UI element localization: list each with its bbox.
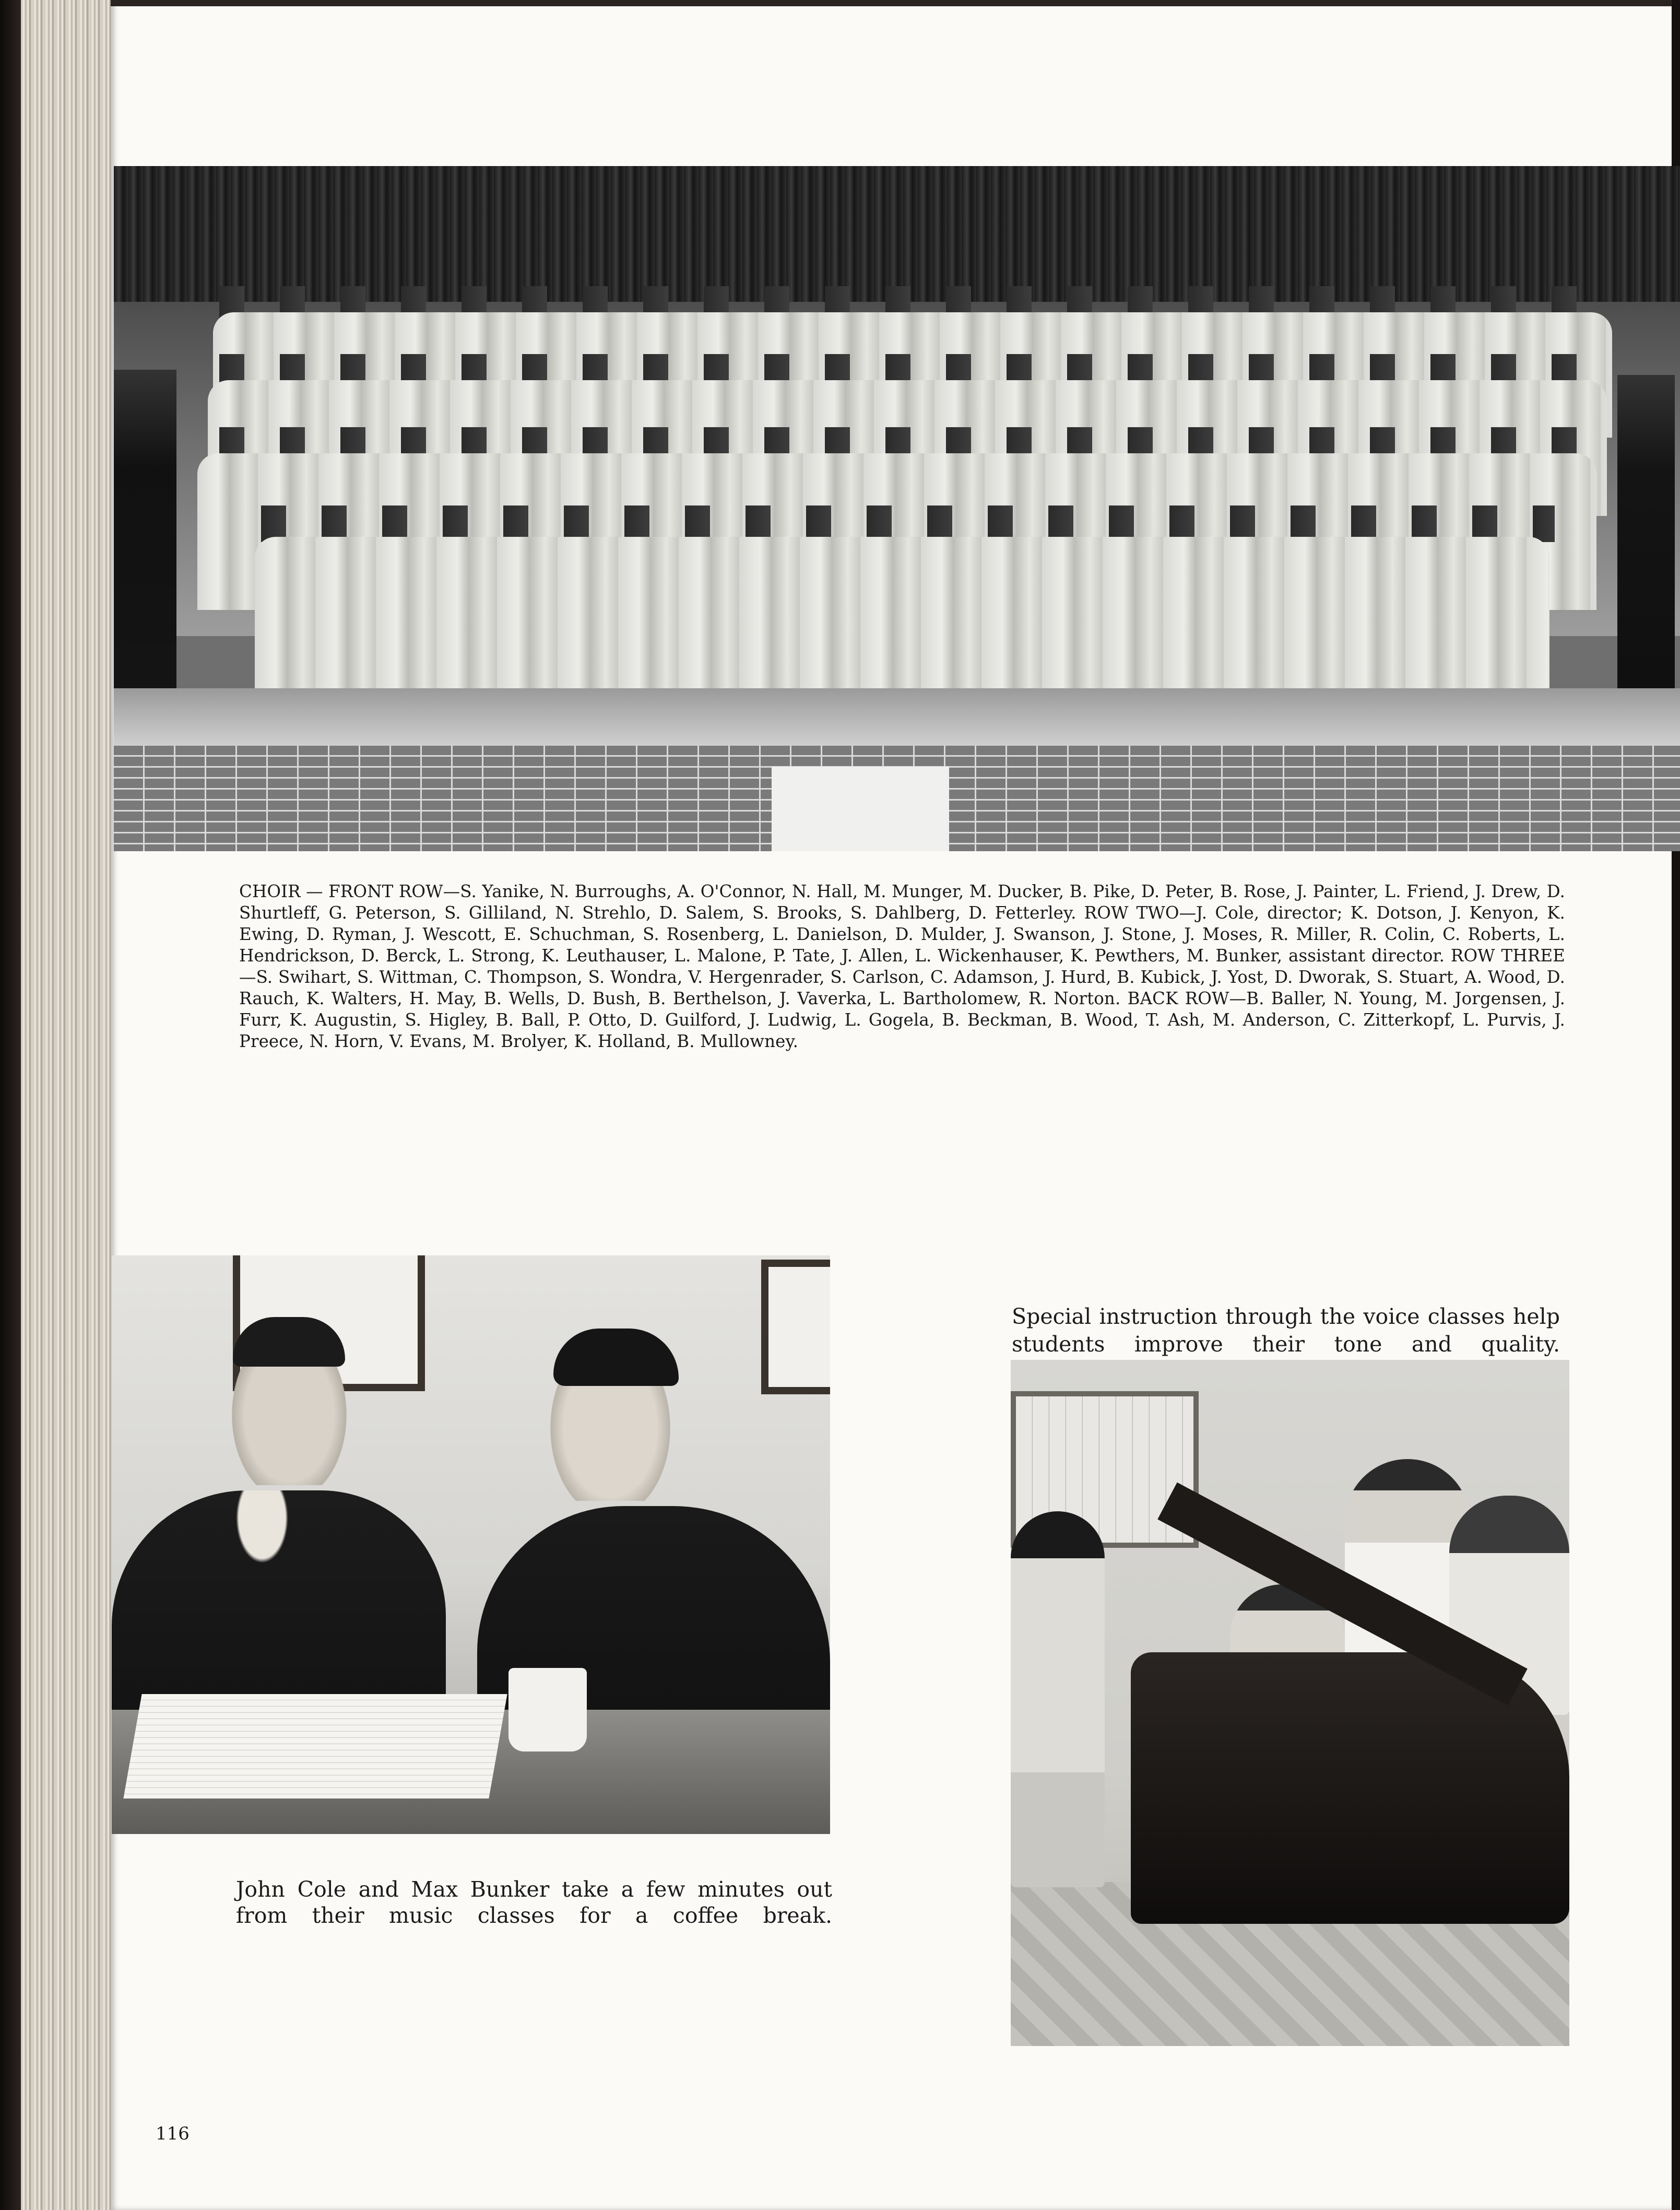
director-left — [114, 370, 176, 693]
man-right — [1617, 375, 1675, 688]
stage-sign — [772, 767, 949, 851]
wall-picture — [761, 1260, 830, 1394]
choir-group-photo — [114, 166, 1680, 851]
page-number: 116 — [156, 2123, 190, 2144]
voice-caption: Special instruction through the voice classes help students improve their tone and quality. — [1012, 1304, 1560, 1357]
coffee-break-photo — [112, 1255, 830, 1834]
coffee-cup — [508, 1668, 587, 1751]
paper-tray — [123, 1694, 507, 1798]
stage-floor — [114, 688, 1680, 746]
top-edge — [111, 0, 1672, 6]
coffee-caption: John Cole and Max Bunker take a few minutes out from their music classes for a coffee break. — [236, 1877, 832, 1928]
page-edges — [21, 0, 112, 2210]
voice-class-photo — [1011, 1360, 1569, 2046]
choir-caption: CHOIR — FRONT ROW—S. Yanike, N. Burroughs, A. O'Connor, N. Hall, M. Munger, M. Ducker, B. Pike, D. Peter, B. Rose, J. Painter, L. Friend, J. Drew, D. Shurtleff, G. Peterson, S. Gilliland, N. Strehlo, D. Salem, S. Brooks, S. Dahlberg, D. Fetterley. ROW TWO—J. Cole, director; K. Dotson, J. Kenyon, K. Ewing, D. Ryman, J. Wescott, E. Schuchman, S. Rosenberg, L. Danielson, D. Mulder, J. Swanson, J. Stone, J. Moses, R. Miller, R. Colin, C. Roberts, L. Hendrickson, D. Berck, L. Strong, K. Leuthauser, L. Malone, P. Tate, J. Allen, L. Wickenhauser, K. Pewthers, M. Bunker, assistant director. ROW THREE—S. Swihart, S. Wittman, C. Thompson, S. Wondra, V. Hergenrader, S. Carlson, C. Adamson, J. Hurd, B. Kubick, J. Yost, D. Dworak, S. Stuart, A. Wood, D. Rauch, K. Walters, H. May, B. Wells, D. Bush, B. Berthelson, J. Vaverka, L. Bartholomew, R. Norton. BACK ROW—B. Baller, N. Young, M. Jorgensen, J. Furr, K. Augustin, S. Higley, B. Ball, P. Otto, D. Guilford, J. Ludwig, L. Gogela, B. Beckman, B. Wood, T. Ash, M. Anderson, C. Zitterkopf, L. Purvis, J. Preece, N. Horn, V. Evans, M. Brolyer, K. Holland, B. Mullowney. — [239, 881, 1565, 1051]
